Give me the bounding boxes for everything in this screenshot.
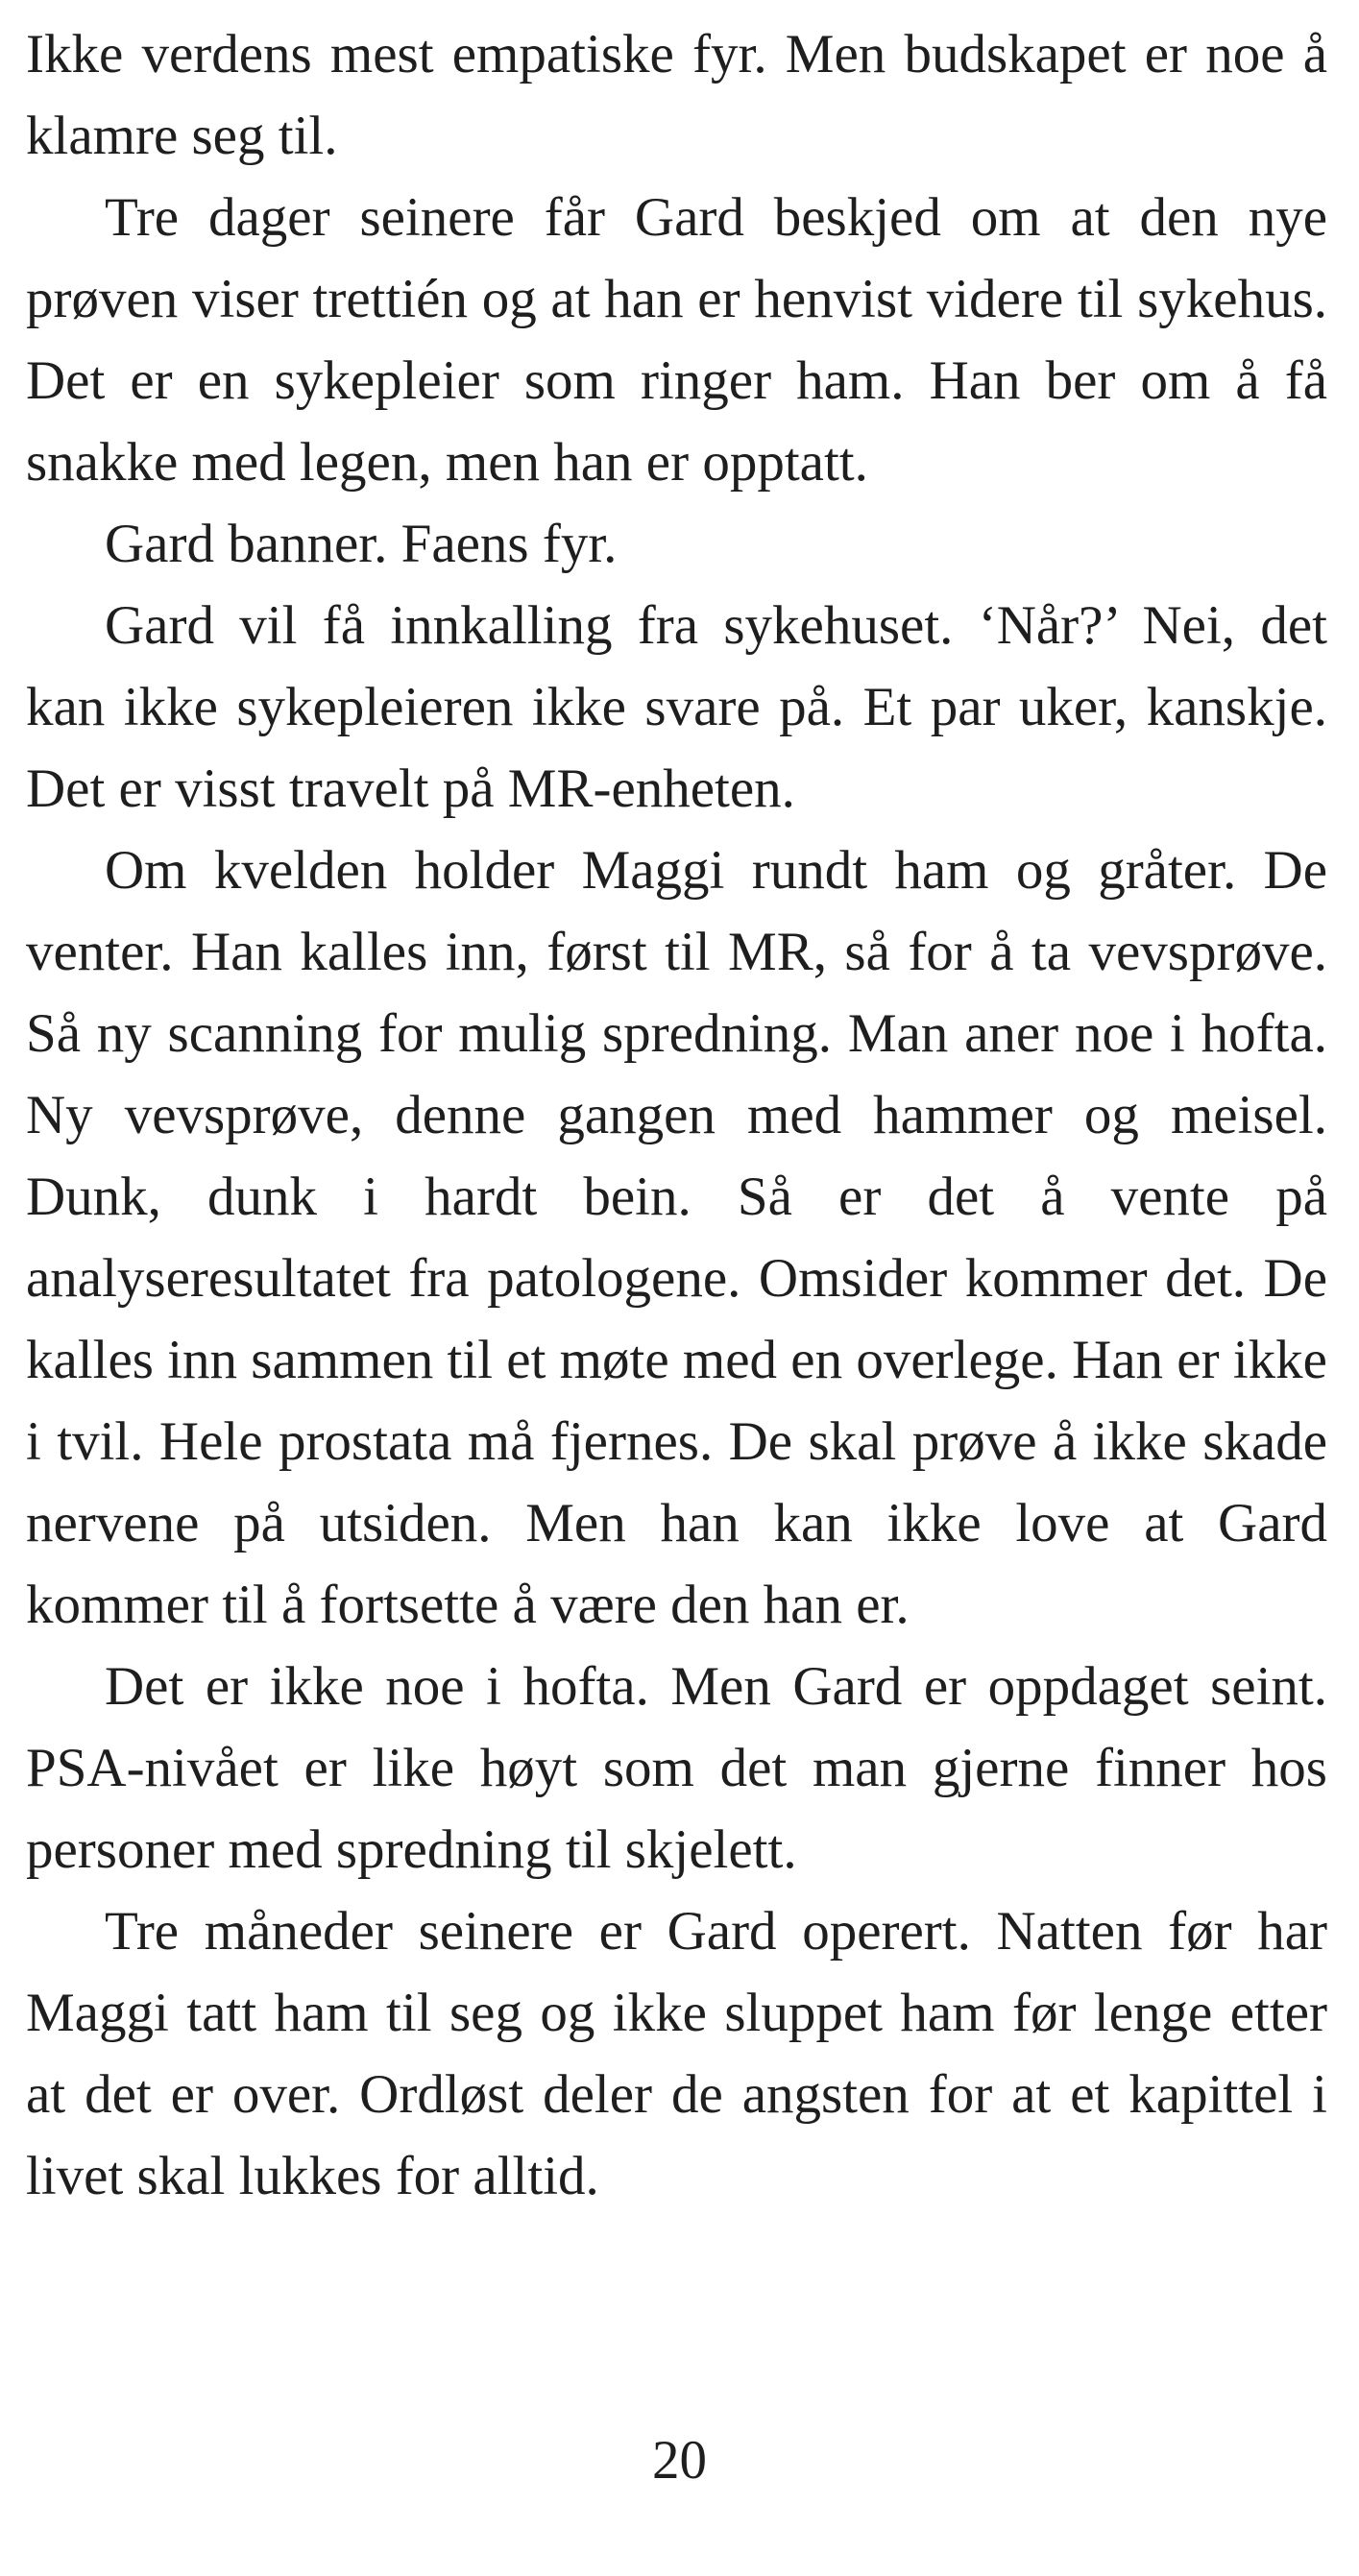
paragraph-3: Gard banner. Faens fyr.	[105, 514, 618, 574]
paragraph-2: Tre dager seinere får Gard beskjed om at den nye prøven viser trettién og at han er henvist videre til sykehus. Det er en sykepleier som ringer ham. Han ber om å få snakke med legen, men han er opptatt.	[26, 187, 1327, 493]
page-number: 20	[652, 2430, 707, 2491]
paragraph-6: Det er ikke noe i hofta. Men Gard er oppdaget seint. PSA-nivået er like høyt som det man gjerne finner hos personer med spredning til skjelett.	[26, 1656, 1327, 1880]
paragraph-7: Tre måneder seinere er Gard operert. Natten før har Maggi tatt ham til seg og ikke sluppet ham før lenge etter at det er over. Ordløst deler de angsten for at et kapittel i livet skal lukkes for alltid.	[26, 1901, 1327, 2206]
page-body	[26, 13, 1327, 2217]
paragraph-4: Gard vil få innkalling fra sykehuset. ‘Når?’ Nei, det kan ikke sykepleieren ikke svare på. Et par uker, kanskje. Det er visst travelt på MR-enheten.	[26, 595, 1327, 819]
paragraph-1: Ikke verdens mest empatiske fyr. Men budskapet er noe å klamre seg til.	[26, 24, 1327, 166]
paragraph-5: Om kvelden holder Maggi rundt ham og gråter. De venter. Han kalles inn, først til MR, så for å ta vevsprøve. Så ny scanning for mulig spredning. Man aner noe i hofta. Ny vevsprøve, denne gangen med hammer og meisel. Dunk, dunk i hardt bein. Så er det å vente på analyseresultatet fra patologene. Omsider kommer det. De kalles inn sammen til et møte med en overlege. Han er ikke i tvil. Hele prostata må fjernes. De skal prøve å ikke skade nervene på utsiden. Men han kan ikke love at Gard kommer til å fortsette å være den han er.	[26, 840, 1327, 1635]
